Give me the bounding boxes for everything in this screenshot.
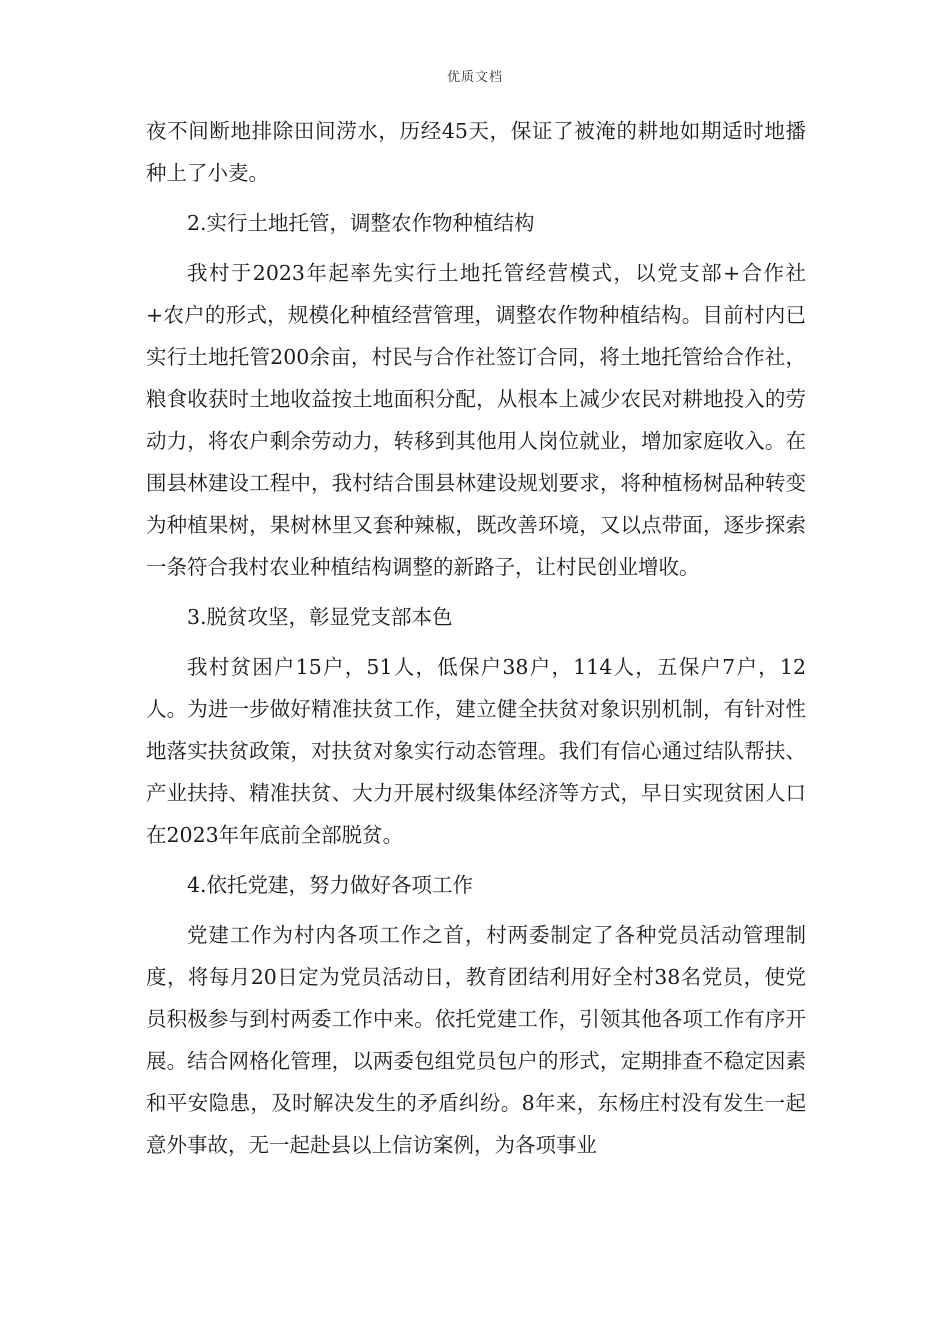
paragraph-party-building: 党建工作为村内各项工作之首，村两委制定了各种党员活动管理制度，将每月20日定为党员活动日，教育团结利用好全村38名党员，使党员积极参与到村两委工作中来。依托党建工作，引领其他各项工作有序开展。结合网格化管理，以两委包组党员包户的形式，定期排查不稳定因素和平安隐患，及时解决发生的矛盾纠纷。8年来，东杨庄村没有发生一起意外事故，无一起赴县以上信访案例，为各项事业 (146, 923, 806, 1157)
paragraph-poverty-alleviation: 我村贫困户15户，51人，低保户38户，114人，五保户7户，12人。为进一步做好精准扶贫工作，建立健全扶贫对象识别机制，有针对性地落实扶贫政策，对扶贫对象实行动态管理。我们有信心通过结队帮扶、产业扶持、精准扶贫、大力开展村级集体经济等方式，早日实现贫困人口在2023年年底前全部脱贫。 (146, 655, 806, 847)
section-heading-2: 2.实行土地托管，调整农作物种植结构 (187, 211, 535, 235)
page-header: 优质文档 (446, 70, 503, 85)
section-heading-4: 4.依托党建，努力做好各项工作 (187, 873, 474, 897)
section-heading-3: 3.脱贫攻坚，彰显党支部本色 (187, 605, 453, 629)
document-body (146, 110, 806, 1174)
paragraph-continuation: 夜不间断地排除田间涝水，历经45天，保证了被淹的耕地如期适时地播种上了小麦。 (146, 119, 806, 185)
paragraph-land-trusteeship: 我村于2023年起率先实行土地托管经营模式，以党支部+合作社+农户的形式，规模化种植经营管理，调整农作物种植结构。目前村内已实行土地托管200余亩，村民与合作社签订合同，将土地托管给合作社，粮食收获时土地收益按土地面积分配，从根本上减少农民对耕地投入的劳动力，将农户剩余劳动力，转移到其他用人岗位就业，增加家庭收入。在围县林建设工程中，我村结合围县林建设规划要求，将种植杨树品种转变为种植果树，果树林里又套种辣椒，既改善环境，又以点带面，逐步探索一条符合我村农业种植结构调整的新路子，让村民创业增收。 (146, 261, 806, 579)
